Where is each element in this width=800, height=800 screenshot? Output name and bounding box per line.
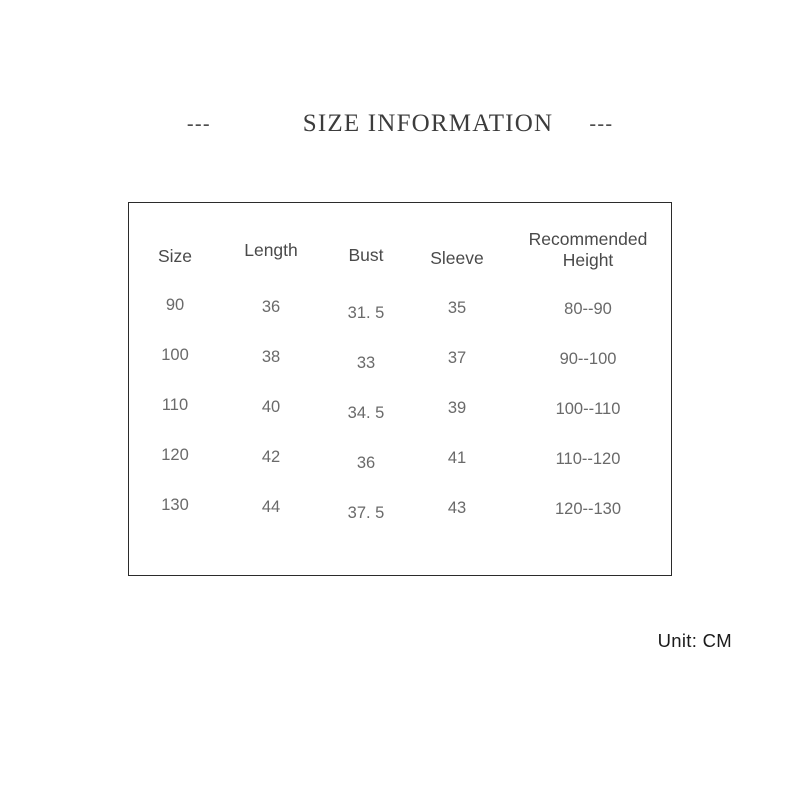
cell-recommended-height: 80--90 bbox=[564, 299, 612, 318]
title-dash-left: --- bbox=[186, 112, 211, 136]
page-title-text: SIZE INFORMATION bbox=[302, 110, 554, 137]
cell-sleeve: 39 bbox=[447, 398, 467, 417]
cell-size: 110 bbox=[161, 395, 189, 414]
cell-recommended-height: 120--130 bbox=[554, 499, 622, 518]
column-header-sleeve: Sleeve bbox=[430, 247, 484, 268]
size-table-container bbox=[128, 202, 672, 576]
cell-bust: 31. 5 bbox=[347, 303, 385, 322]
table-header bbox=[129, 203, 673, 283]
column-header-length: Length bbox=[244, 239, 298, 260]
unit-note: Unit: CM bbox=[657, 630, 732, 651]
cell-sleeve: 35 bbox=[447, 298, 467, 317]
cell-size: 90 bbox=[165, 295, 185, 314]
cell-size: 120 bbox=[161, 445, 189, 464]
table-row bbox=[129, 483, 673, 533]
title-dash-right: --- bbox=[589, 112, 614, 136]
cell-bust: 37. 5 bbox=[347, 503, 385, 522]
column-header-recommended-height-line2: Height bbox=[562, 250, 614, 270]
cell-recommended-height: 90--100 bbox=[559, 349, 617, 368]
table-row bbox=[129, 433, 673, 483]
column-header-recommended-height-line1: Recommended bbox=[528, 228, 648, 249]
cell-size: 100 bbox=[161, 345, 189, 364]
cell-length: 42 bbox=[261, 447, 281, 466]
size-table bbox=[129, 203, 673, 533]
cell-sleeve: 37 bbox=[447, 348, 467, 367]
cell-recommended-height: 100--110 bbox=[555, 399, 621, 418]
cell-bust: 33 bbox=[356, 353, 376, 372]
table-row bbox=[129, 333, 673, 383]
cell-bust: 34. 5 bbox=[347, 403, 385, 422]
table-body bbox=[129, 283, 673, 533]
cell-bust: 36 bbox=[356, 453, 376, 472]
cell-sleeve: 41 bbox=[447, 448, 467, 467]
cell-length: 40 bbox=[261, 397, 281, 416]
column-header-bust: Bust bbox=[348, 244, 384, 265]
table-header-row bbox=[129, 203, 673, 283]
page-title bbox=[0, 104, 800, 144]
cell-length: 44 bbox=[261, 497, 281, 516]
table-row bbox=[129, 283, 673, 333]
table-row bbox=[129, 383, 673, 433]
cell-recommended-height: 110--120 bbox=[555, 449, 621, 468]
cell-length: 36 bbox=[261, 297, 281, 316]
column-header-size: Size bbox=[157, 245, 193, 266]
column-header-recommended-height bbox=[503, 201, 673, 281]
cell-length: 38 bbox=[261, 347, 281, 366]
cell-size: 130 bbox=[161, 495, 189, 514]
cell-sleeve: 43 bbox=[447, 498, 467, 517]
